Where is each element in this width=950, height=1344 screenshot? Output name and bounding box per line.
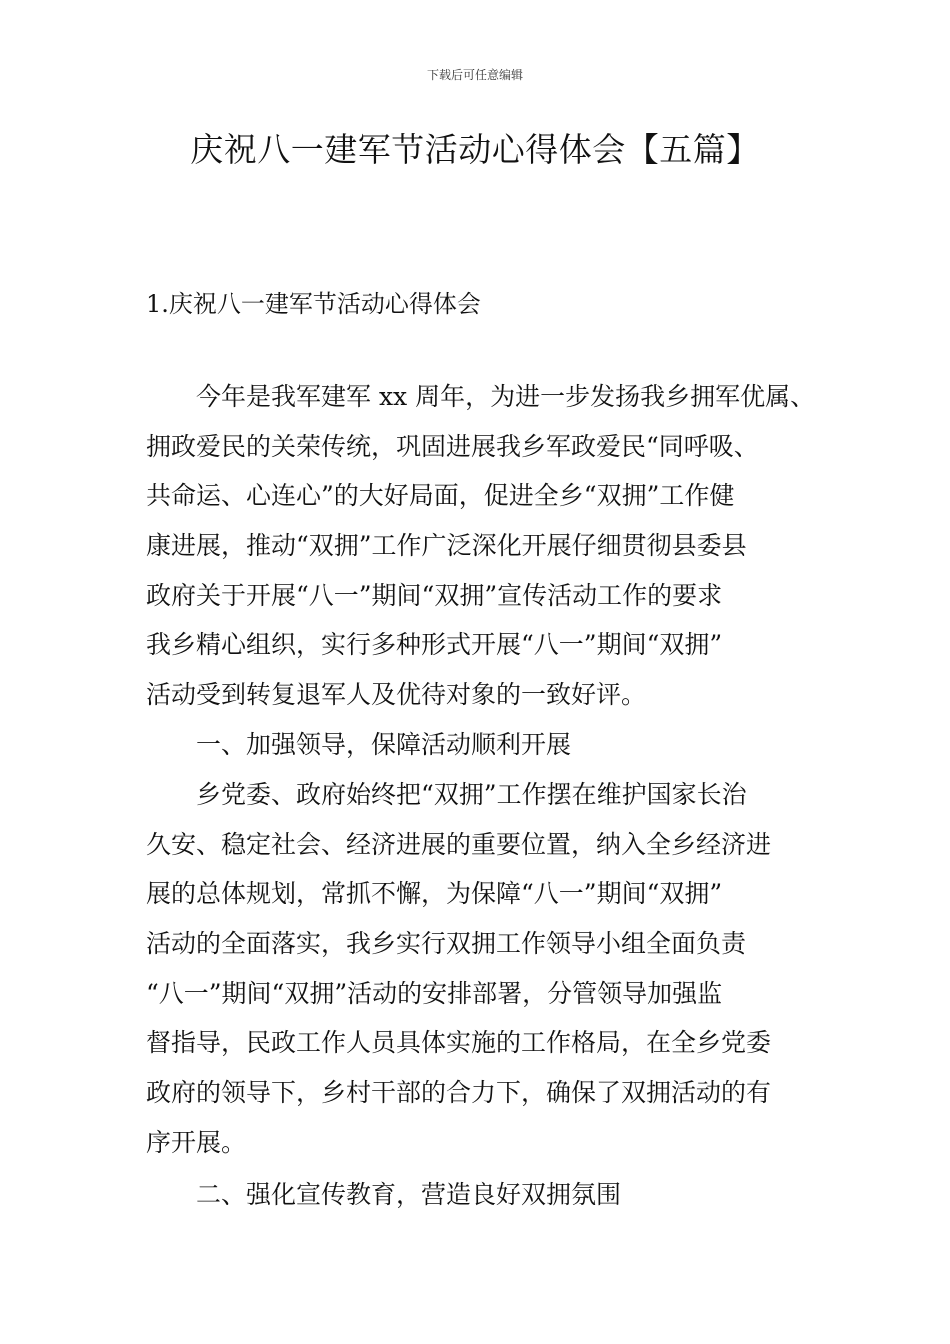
body-line: 政府的领导下，乡村干部的合力下，确保了双拥活动的有 xyxy=(146,1078,772,1107)
body-line: 展的总体规划，常抓不懈，为保障“八一”期间“双拥” xyxy=(146,879,723,908)
body-line: 政府关于开展“八一”期间“双拥”宣传活动工作的要求 xyxy=(146,581,723,610)
body-line: 乡党委、政府始终把“双拥”工作摆在维护国家长治 xyxy=(196,780,747,809)
body-line: 康进展，推动“双拥”工作广泛深化开展仔细贯彻县委县 xyxy=(146,531,747,560)
body-line: 活动的全面落实，我乡实行双拥工作领导小组全面负责 xyxy=(146,929,747,958)
body-line: 久安、稳定社会、经济进展的重要位置，纳入全乡经济进 xyxy=(146,830,772,859)
body-line: 督指导，民政工作人员具体实施的工作格局，在全乡党委 xyxy=(146,1028,772,1057)
section-heading: 1.庆祝八一建军节活动心得体会 xyxy=(146,290,481,318)
body-line: 我乡精心组织，实行多种形式开展“八一”期间“双拥” xyxy=(146,630,723,659)
body-line: 序开展。 xyxy=(146,1128,247,1157)
body-line: “八一”期间“双拥”活动的安排部署，分管领导加强监 xyxy=(146,979,723,1008)
subheading-1: 一、加强领导，保障活动顺利开展 xyxy=(196,730,572,759)
body-line: 共命运、心连心”的大好局面，促进全乡“双拥”工作健 xyxy=(146,481,735,510)
body-line: 活动受到转复退军人及优待对象的一致好评。 xyxy=(146,680,647,709)
body-line: 今年是我军建军 xx 周年，为进一步发扬我乡拥军优属、 xyxy=(196,382,816,411)
document-title: 庆祝八一建军节活动心得体会【五篇】 xyxy=(190,130,760,169)
header-note: 下载后可任意编辑 xyxy=(426,68,523,82)
body-line: 拥政爱民的关荣传统，巩固进展我乡军政爱民“同呼吸、 xyxy=(146,432,759,461)
subheading-2: 二、强化宣传教育，营造良好双拥氛围 xyxy=(196,1180,622,1209)
